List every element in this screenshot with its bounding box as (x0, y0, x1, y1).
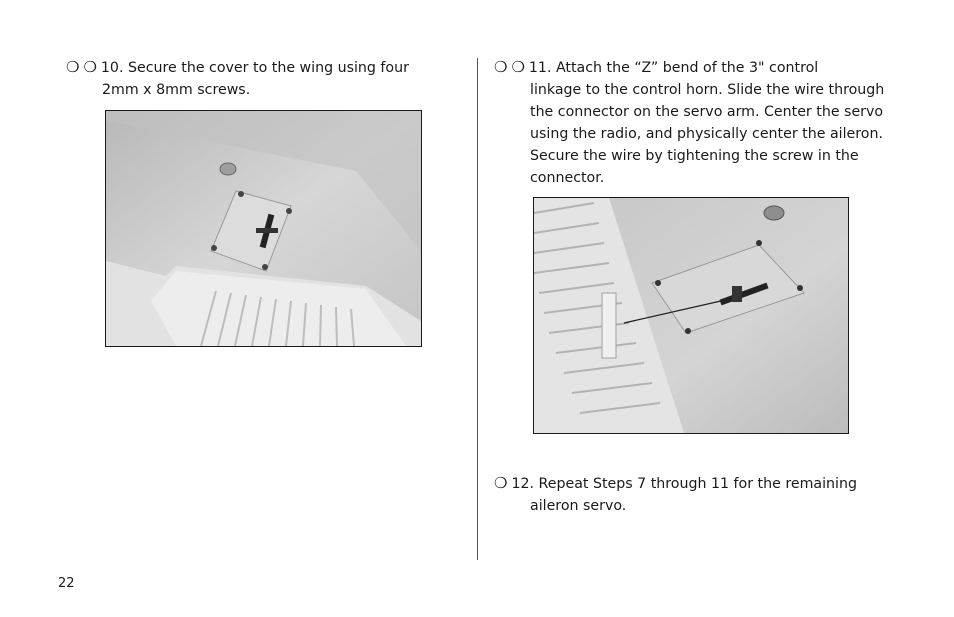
step-12-line-2: aileron servo. (530, 498, 627, 514)
step-11-line-3: the connector on the servo arm. Center the servo (530, 104, 884, 120)
checkbox-icon[interactable]: ❍ (494, 58, 508, 76)
step-11-line-2: linkage to the control horn. Slide the wire through (530, 82, 885, 98)
step-12 (494, 472, 857, 517)
step-10 (66, 56, 409, 101)
step-11-line-4: using the radio, and physically center the aileron. (530, 126, 883, 142)
page-number: 22 (58, 576, 75, 591)
checkbox-icon[interactable]: ❍ (494, 474, 508, 492)
step-11-line-6: connector. (530, 170, 605, 186)
step-11-line-5: Secure the wire by tightening the screw in the (530, 148, 859, 164)
checkbox-icon[interactable]: ❍ (511, 58, 525, 76)
photo-control-linkage (533, 197, 849, 434)
column-divider (477, 58, 478, 560)
step-10-line-2: 2mm x 8mm screws. (102, 82, 251, 98)
checkbox-icon[interactable]: ❍ (83, 58, 97, 76)
step-11-line-1: 11. Attach the “Z” bend of the 3" control (528, 60, 819, 76)
step-12-line-1: 12. Repeat Steps 7 through 11 for the remaining (511, 476, 857, 492)
step-10-line-1: 10. Secure the cover to the wing using four (100, 60, 409, 76)
photo-wing-cover-screws (105, 110, 422, 347)
checkbox-icon[interactable]: ❍ (66, 58, 80, 76)
step-11 (494, 56, 884, 189)
